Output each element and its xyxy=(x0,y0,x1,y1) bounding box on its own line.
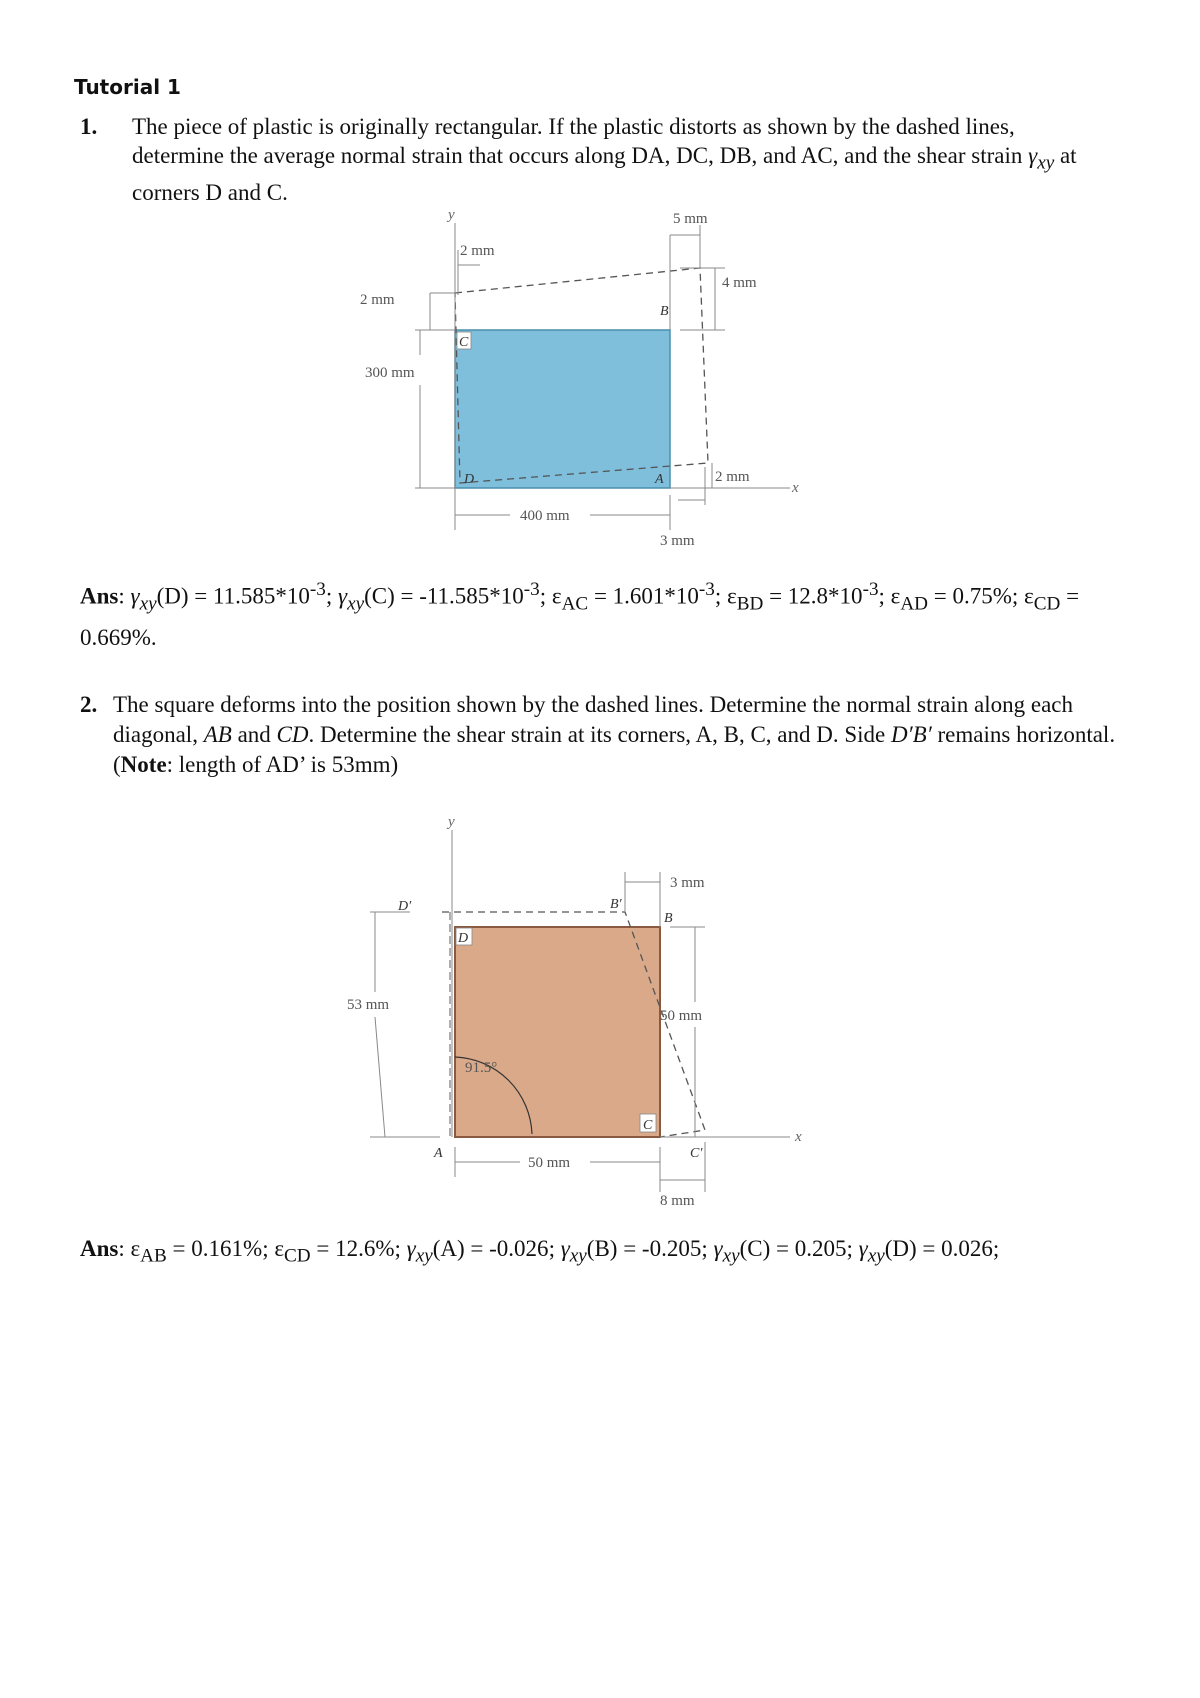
x-axis-label: x xyxy=(792,480,799,496)
problem-2-answer: Ans: $\varepsilon_{AB} = 0.161\%$; $\varepsilon_{CD} = 12.6\%$; $\gamma_{xy}(A) = -0.026$; $\gamma_{xy}(B) = -0.205$; $\gamma_{xy}(C) = 0.205$; $\gamma_{xy}(D) = 0.026$; xyxy=(80,1236,1000,1267)
dim-400mm: 400 mm xyxy=(520,508,570,524)
corner-c: C xyxy=(643,1118,653,1133)
dim-left-2mm: 2 mm xyxy=(360,292,395,308)
plastic-plate xyxy=(455,330,670,488)
dim-bottom-3mm: 3 mm xyxy=(660,533,695,549)
page-title: Tutorial 1 xyxy=(74,75,181,99)
dim-53mm: 53 mm xyxy=(347,997,390,1013)
problem-2-text: The square deforms into the position shown by the dashed lines. Determine the normal strain along each diagonal, AB and CD. Determine the shear strain at its corners, A, B, C, and D. Side D′B′ remains horizontal. (Note: length of AD’ is 53mm) xyxy=(113,692,1116,777)
corner-a: A xyxy=(655,472,664,487)
problem-1-figure xyxy=(360,205,820,550)
problem-1-text: The piece of plastic is originally rectangular. If the plastic distorts as shown by the dashed lines, determine the average normal strain that occurs along DA, DC, DB, and AC, and the shear strain $\gamma_{xy}$ at corners D and C. xyxy=(132,114,1077,205)
problem-1-answer: Ans: $\gamma_{xy}(D) = 11.585*10^{-3}$; $\gamma_{xy}(C) = -11.585*10^{-3}$; $\varepsilon_{AC} = 1.601*10^{-3}$; $\varepsilon_{BD} = 12.8*10^{-3}$; $\varepsilon_{AD} = 0.75\%$; $\varepsilon_{CD} = 0.669\%$. xyxy=(80,579,1080,651)
corner-b: B xyxy=(664,911,673,926)
corner-d: D xyxy=(458,931,469,946)
dim-5mm: 5 mm xyxy=(673,211,708,227)
dim-bottom-50mm: 50 mm xyxy=(528,1155,571,1171)
dim-right-50mm: 50 mm xyxy=(660,1008,703,1024)
dim-8mm: 8 mm xyxy=(660,1193,695,1209)
problem-2-diagram xyxy=(347,812,830,1212)
corner-b-prime: B′ xyxy=(610,897,622,912)
problem-2-statement xyxy=(80,690,1120,780)
corner-b: B xyxy=(660,304,669,319)
square-plate xyxy=(455,927,660,1137)
dim-right-2mm: 2 mm xyxy=(715,469,750,485)
corner-a: A xyxy=(434,1146,443,1161)
x-axis-label: x xyxy=(795,1129,802,1145)
corner-d-prime: D′ xyxy=(398,899,412,914)
y-axis-label: y xyxy=(448,207,455,223)
dim-top-2mm: 2 mm xyxy=(460,243,495,259)
problem-1-diagram xyxy=(360,205,820,550)
dim-300mm: 300 mm xyxy=(365,365,415,381)
problem-1-statement xyxy=(80,112,1080,207)
corner-d: D xyxy=(464,472,475,487)
corner-c-prime: C′ xyxy=(690,1146,703,1161)
problem-2-number: 2. xyxy=(80,692,98,717)
y-axis-label: y xyxy=(448,814,455,830)
dim-3mm: 3 mm xyxy=(670,875,705,891)
angle-label: 91.5° xyxy=(465,1060,498,1076)
dim-4mm: 4 mm xyxy=(722,275,757,291)
problem-1-number: 1. xyxy=(80,114,98,139)
corner-c: C xyxy=(459,335,469,350)
problem-2-figure xyxy=(347,812,830,1212)
